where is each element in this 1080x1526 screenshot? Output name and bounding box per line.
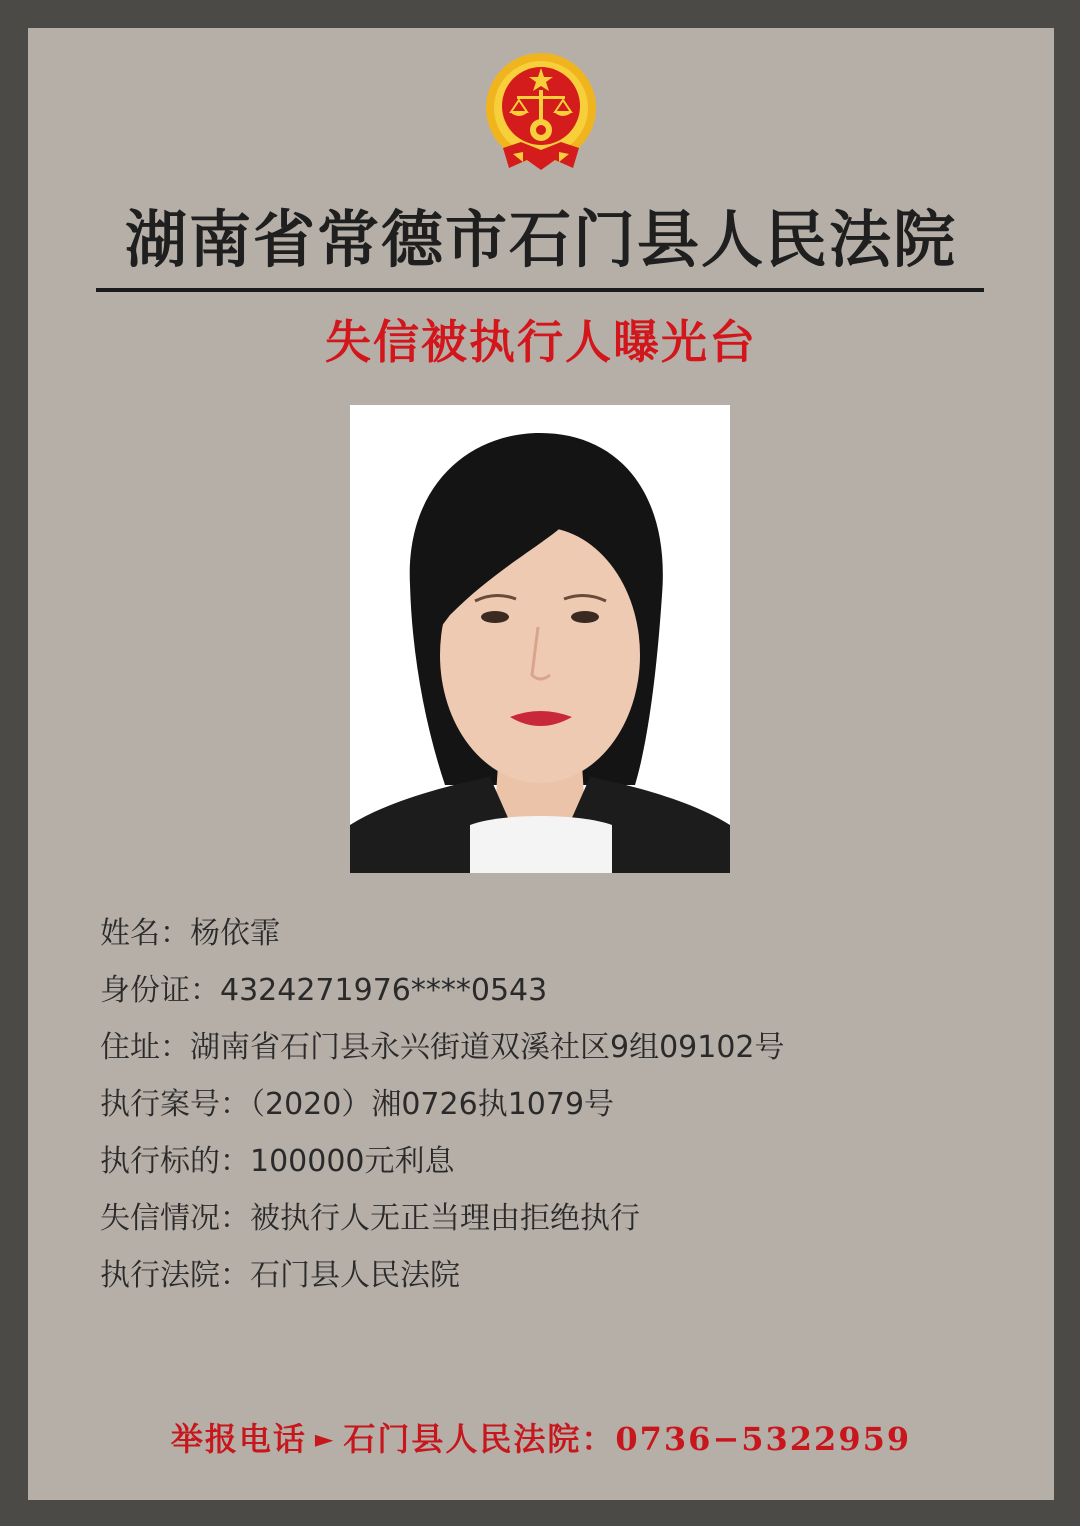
info-row-enforcing-court [100, 1250, 1000, 1307]
info-label: 执行标的： [100, 1144, 250, 1179]
court-emblem-icon [483, 50, 599, 178]
info-label: 失信情况： [100, 1201, 250, 1236]
info-value: 4324271976****0543 [220, 973, 548, 1008]
board-title: 失信被执行人曝光台 [325, 315, 757, 369]
info-value: 石门县人民法院 [250, 1258, 460, 1293]
triangle-right-icon: ► [314, 1424, 336, 1453]
info-label: 执行法院： [100, 1258, 250, 1293]
report-target: 石门县人民法院： [343, 1420, 616, 1458]
info-row-case-number [100, 1079, 1000, 1136]
info-row-dishonesty-status [100, 1193, 1000, 1250]
info-value: 湖南省石门县永兴街道双溪社区9组09102号 [190, 1030, 785, 1065]
court-name-title: 湖南省常德市石门县人民法院 [124, 203, 957, 276]
portrait-illustration [350, 405, 730, 873]
info-row-id-number [100, 965, 1000, 1022]
info-row-subject-amount [100, 1136, 1000, 1193]
title-divider [96, 288, 984, 292]
info-label: 姓名： [100, 916, 190, 951]
info-row-name [100, 908, 1000, 965]
report-phone: 0736−5322959 [615, 1420, 912, 1458]
person-info-list [100, 908, 1000, 1307]
info-label: 执行案号： [100, 1087, 250, 1122]
info-label: 住址： [100, 1030, 190, 1065]
info-value: 100000元利息 [250, 1144, 455, 1179]
person-photo [350, 405, 730, 873]
poster-panel [28, 28, 1054, 1500]
info-value: （2020）湘0726执1079号 [250, 1087, 615, 1122]
info-label: 身份证： [100, 973, 220, 1008]
info-value: 杨依霏 [190, 916, 280, 951]
info-row-address [100, 1022, 1000, 1079]
report-label: 举报电话 [170, 1420, 307, 1458]
report-hotline [28, 1414, 1054, 1467]
info-value: 被执行人无正当理由拒绝执行 [250, 1201, 640, 1236]
